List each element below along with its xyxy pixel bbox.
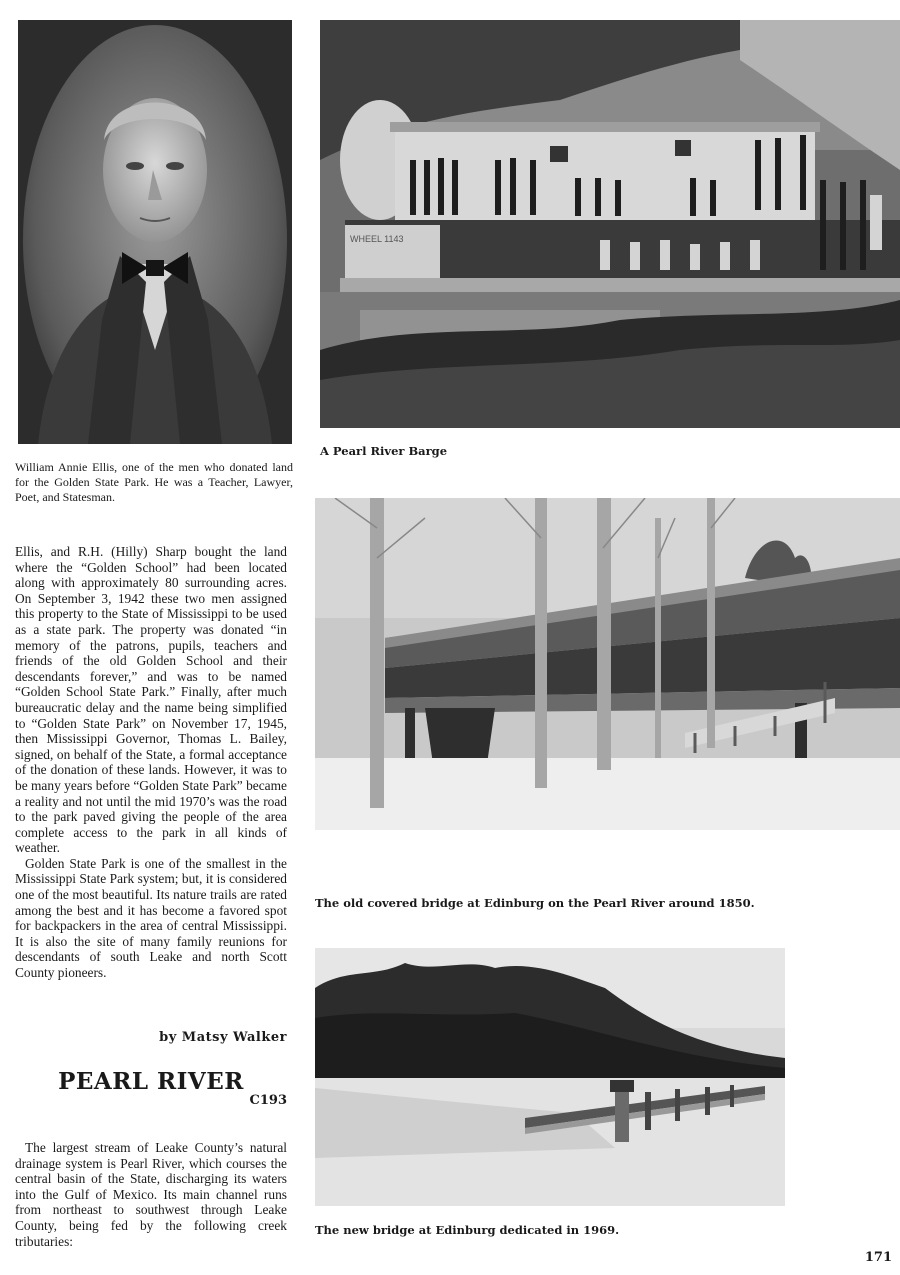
section-paragraph: The largest stream of Leake County’s natural drainage system is Pearl River, which courses the central basin of the State, discharging its waters into the Gulf of Mexico. Its main channel runs from northeast to southwest through Leake County, being fed by the following creek tributaries: — [15, 1140, 287, 1249]
barge-photo — [320, 20, 900, 428]
section-title: PEARL RIVER — [58, 1068, 244, 1095]
article-body — [15, 544, 287, 981]
article-byline: by Matsy Walker — [159, 1030, 287, 1045]
new-bridge-caption: The new bridge at Edinburg dedicated in 1969. — [315, 1223, 620, 1237]
portrait-photo — [18, 20, 292, 444]
article-paragraph: Ellis, and R.H. (Hilly) Sharp bought the land where the “Golden School” had been located along with approximately 80 surrounding acres. On September 3, 1942 these two men assigned this property to the State of Mississippi to be used as a state park. The property was donated “in memory of the patrons, pupils, teachers and friends of the old Golden School and their descendants forever,” and was to be named “Golden School State Park.” Finally, after much bureaucratic delay and the name being simplified to “Golden State Park” on November 17, 1945, then Mississippi Governor, Thomas L. Bailey, signed, on behalf of the State, a formal acceptance of the donation of these lands. However, it was to be many years before “Golden State Park” became a reality and not until the mid 1970’s was the road to the park paved giving the people of the area complete access to the park in all kinds of weather. — [15, 544, 287, 856]
covered-bridge-caption: The old covered bridge at Edinburg on the Pearl River around 1850. — [315, 896, 755, 910]
article-paragraph: Golden State Park is one of the smallest in the Mississippi State Park system; but, it is considered one of the most beautiful. Its nature trails are rated among the best and it has become a favored spot for backpackers in the area of central Mississippi. It is also the site of many family reunions for descendants of south Leake and north Scott County pioneers. — [15, 855, 287, 981]
new-bridge-photo — [315, 948, 785, 1206]
portrait-caption: William Annie Ellis, one of the men who donated land for the Golden State Park. He was a Teacher, Lawyer, Poet, and Statesman. — [15, 460, 293, 504]
covered-bridge-photo — [315, 498, 900, 830]
page-number: 171 — [864, 1250, 892, 1265]
section-body — [15, 1140, 287, 1249]
boat-sign: WHEEL 1143 — [350, 234, 404, 244]
section-code: C193 — [249, 1093, 287, 1108]
barge-caption: A Pearl River Barge — [320, 444, 448, 458]
